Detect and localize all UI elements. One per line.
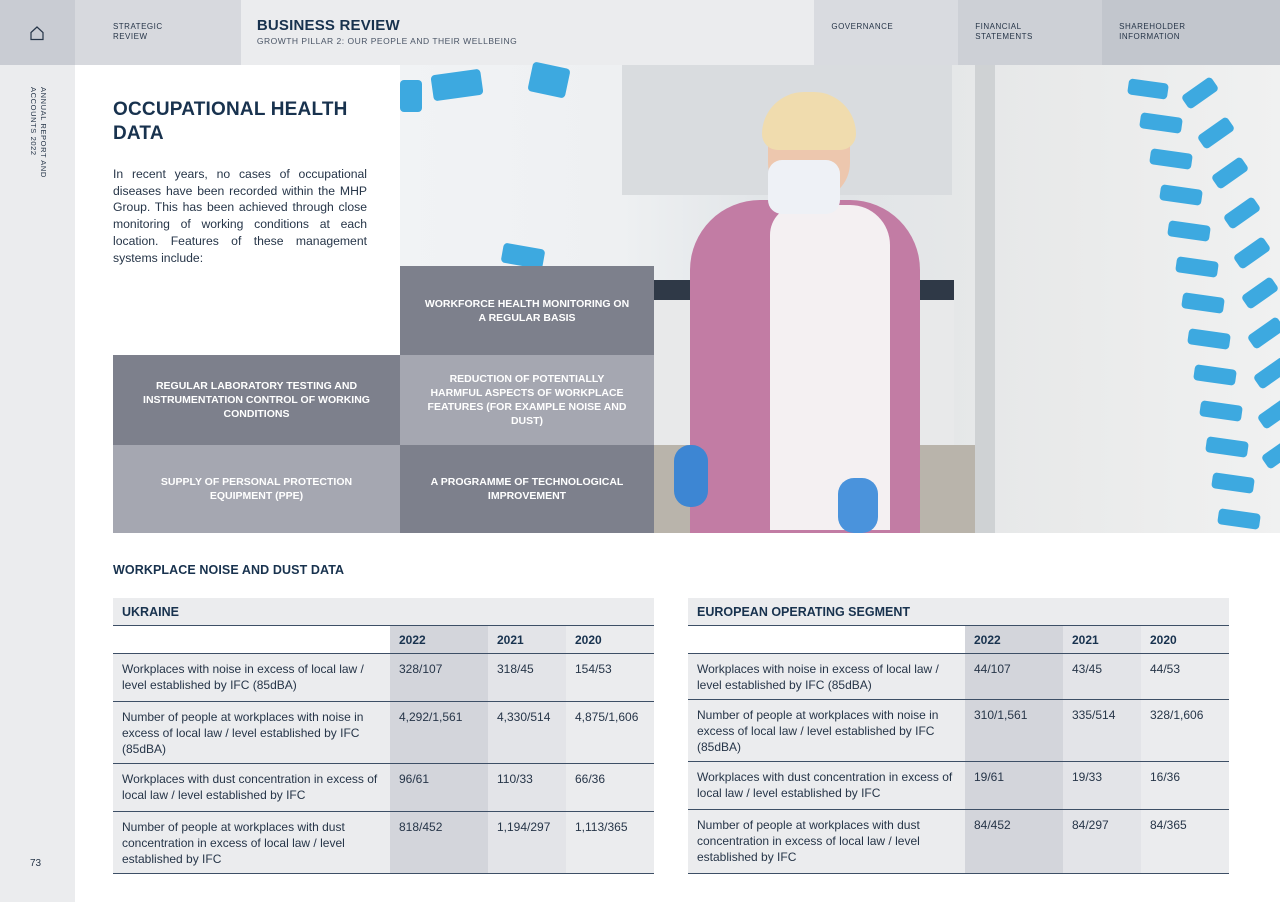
cell-2020: 84/365 [1141,809,1229,873]
person-face-mask [768,160,840,214]
cell-2022: 4,292/1,561 [390,701,488,763]
table-title: EUROPEAN OPERATING SEGMENT [688,598,1229,625]
ukraine-table [113,598,654,874]
decor-dash [1257,396,1280,430]
decor-dash [1205,436,1249,458]
cell-2021: 335/514 [1063,699,1141,761]
decor-dash [1193,364,1237,386]
decor-dash [1253,356,1280,390]
nav-tab-governance[interactable] [814,0,958,65]
header-year: 2020 [1141,625,1229,653]
nav-tab-business-review[interactable] [241,0,815,65]
row-label: Workplaces with dust concentration in excess of local law / level established by IFC [113,763,390,811]
decor-dash [1261,436,1280,470]
row-label: Number of people at workplaces with dust concentration in excess of local law / level established by IFC [688,809,965,873]
left-sidebar [0,65,75,902]
person-glove-right [838,478,878,533]
cell-2022: 328/107 [390,653,488,701]
decor-dash [1167,220,1211,242]
header-empty-cell [113,625,390,653]
nav-tab-label: SHAREHOLDER INFORMATION [1119,22,1186,41]
table-header-row [113,625,654,653]
row-label: Number of people at workplaces with noise in excess of local law / level established by IFC (85dBA) [113,701,390,763]
cell-2022: 44/107 [965,653,1063,699]
decor-dash [1233,236,1272,270]
page-number: 73 [30,858,42,869]
decor-dash [1211,472,1255,494]
decor-dash [1247,316,1280,350]
nav-tab-label: STRATEGIC REVIEW [112,22,163,41]
nav-tab-business-title: BUSINESS REVIEW [256,17,400,34]
nav-tab-financial-statements[interactable] [958,0,1102,65]
nav-tab-business-subtitle: GROWTH PILLAR 2: OUR PEOPLE AND THEIR WELLBEING [256,36,518,46]
cell-2021: 1,194/297 [488,811,566,873]
decor-dash [1149,148,1193,170]
cell-2021: 19/33 [1063,761,1141,809]
cell-2021: 43/45 [1063,653,1141,699]
feature-harm-reduction: REDUCTION OF POTENTIALLY HARMFUL ASPECTS OF WORKPLACE FEATURES (FOR EXAMPLE NOISE AND DUST) [400,355,654,445]
table-title-row [113,598,654,625]
row-label: Workplaces with dust concentration in excess of local law / level established by IFC [688,761,965,809]
feature-tech-programme: A PROGRAMME OF TECHNOLOGICAL IMPROVEMENT [400,445,654,533]
top-navigation [0,0,1280,65]
decor-dash [1241,276,1280,310]
home-icon [29,25,45,41]
person-glove-left [674,445,708,507]
cell-2020: 44/53 [1141,653,1229,699]
decor-dash [1175,256,1219,278]
table-row [688,809,1229,873]
cell-2020: 1,113/365 [566,811,654,873]
photo-door-frame [975,65,995,533]
header-year: 2022 [965,625,1063,653]
cell-2020: 66/36 [566,763,654,811]
header-year: 2020 [566,625,654,653]
decor-dash [1159,184,1203,206]
cell-2020: 4,875/1,606 [566,701,654,763]
cell-2020: 328/1,606 [1141,699,1229,761]
decor-dash [1199,400,1243,422]
row-label: Number of people at workplaces with noise in excess of local law / level established by IFC (85dBA) [688,699,965,761]
page-title: OCCUPATIONAL HEALTH DATA [113,99,348,144]
table-header-row [688,625,1229,653]
decor-dash [1217,508,1261,530]
nav-tab-label: GOVERNANCE [831,22,894,31]
cell-2022: 96/61 [390,763,488,811]
header-empty-cell [688,625,965,653]
section-title: WORKPLACE NOISE AND DUST DATA [113,563,345,577]
decor-dash-column [1120,65,1280,533]
nav-tab-shareholder-information[interactable] [1102,0,1280,65]
row-label: Workplaces with noise in excess of local law / level established by IFC (85dBA) [113,653,390,701]
cell-2021: 84/297 [1063,809,1141,873]
cell-2022: 19/61 [965,761,1063,809]
feature-ppe: SUPPLY OF PERSONAL PROTECTION EQUIPMENT (PPE) [113,445,400,533]
decor-dash [400,80,422,112]
decor-dash [1127,78,1169,99]
header-year: 2022 [390,625,488,653]
cell-2020: 154/53 [566,653,654,701]
table-row [113,811,654,873]
report-label: ANNUAL REPORT AND ACCOUNTS 2022 [29,87,48,178]
decor-dash [1139,112,1183,134]
header-year: 2021 [1063,625,1141,653]
decor-dash [1211,156,1250,190]
table-title: UKRAINE [113,598,654,625]
table-title-row [688,598,1229,625]
decor-dash [1223,196,1262,230]
decor-dash [1181,76,1220,110]
decor-dash [1181,292,1225,314]
cell-2022: 84/452 [965,809,1063,873]
european-table [688,598,1229,874]
table-row [688,699,1229,761]
table-row [113,763,654,811]
nav-tab-label: FINANCIAL STATEMENTS [975,22,1033,41]
cell-2021: 110/33 [488,763,566,811]
feature-lab-testing: REGULAR LABORATORY TESTING AND INSTRUMENTATION CONTROL OF WORKING CONDITIONS [113,355,400,445]
cell-2022: 310/1,561 [965,699,1063,761]
table-row [113,701,654,763]
nav-tab-strategic-review[interactable] [75,0,241,65]
table-row [688,653,1229,699]
row-label: Workplaces with noise in excess of local law / level established by IFC (85dBA) [688,653,965,699]
row-label: Number of people at workplaces with dust concentration in excess of local law / level established by IFC [113,811,390,873]
home-button[interactable] [0,0,75,65]
decor-dash [1187,328,1231,350]
feature-workforce-monitoring: WORKFORCE HEALTH MONITORING ON A REGULAR BASIS [400,266,654,355]
cell-2021: 318/45 [488,653,566,701]
table-row [688,761,1229,809]
table-row [113,653,654,701]
cell-2022: 818/452 [390,811,488,873]
intro-paragraph: In recent years, no cases of occupational diseases have been recorded within the MHP Group. This has been achieved through close monitoring of working conditions at each location. Features of these management systems include: [113,167,367,265]
cell-2020: 16/36 [1141,761,1229,809]
cell-2021: 4,330/514 [488,701,566,763]
header-year: 2021 [488,625,566,653]
decor-dash [1197,116,1236,150]
